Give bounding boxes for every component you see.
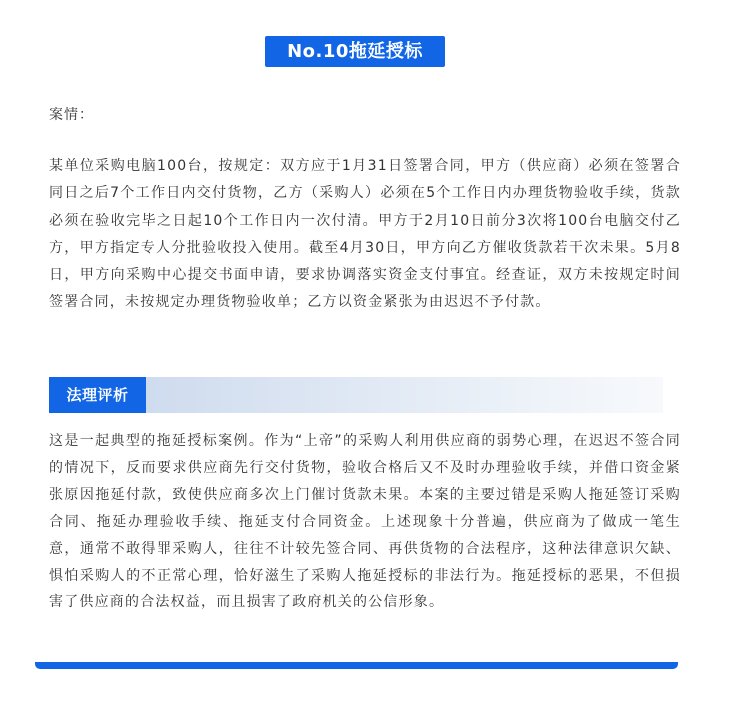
page-title: No.10拖延授标 — [265, 36, 445, 67]
case-paragraph: 某单位采购电脑100台，按规定：双方应于1月31日签署合同，甲方（供应商）必须在签署合同日之后7个工作日内交付货物，乙方（采购人）必须在5个工作日内办理货物验收手续，货款必须在验收完毕之日起10个工作日内一次付清。甲方于2月10日前分3次将100台电脑交付乙方，甲方指定专人分批验收投入使用。截至4月30日，甲方向乙方催收货款若干次未果。5月8日，甲方向采购中心提交书面申请，要求协调落实资金支付事宜。经查证，双方未按规定时间签署合同，未按规定办理货物验收单；乙方以资金紧张为由迟迟不予付款。 — [49, 158, 681, 311]
section-title: 法理评析 — [49, 377, 146, 413]
case-label: 案情： — [49, 107, 94, 123]
section-header — [49, 377, 663, 413]
analysis-paragraph: 这是一起典型的拖延授标案例。作为“上帝”的采购人利用供应商的弱势心理，在迟迟不签合同的情况下，反而要求供应商先行交付货物，验收合格后又不及时办理验收手续，并借口资金紧张原因拖延付款，致使供应商多次上门催讨货款未果。本案的主要过错是采购人拖延签订采购合同、拖延办理验收手续、拖延支付合同资金。上述现象十分普遍，供应商为了做成一笔生意，通常不敢得罪采购人，往往不计较先签合同、再供货物的合法程序，这种法律意识欠缺、惧怕采购人的不正常心理，恰好滋生了采购人拖延授标的非法行为。拖延授标的恶果，不但损害了供应商的合法权益，而且损害了政府机关的公信形象。 — [49, 433, 681, 611]
bottom-divider — [35, 662, 678, 669]
